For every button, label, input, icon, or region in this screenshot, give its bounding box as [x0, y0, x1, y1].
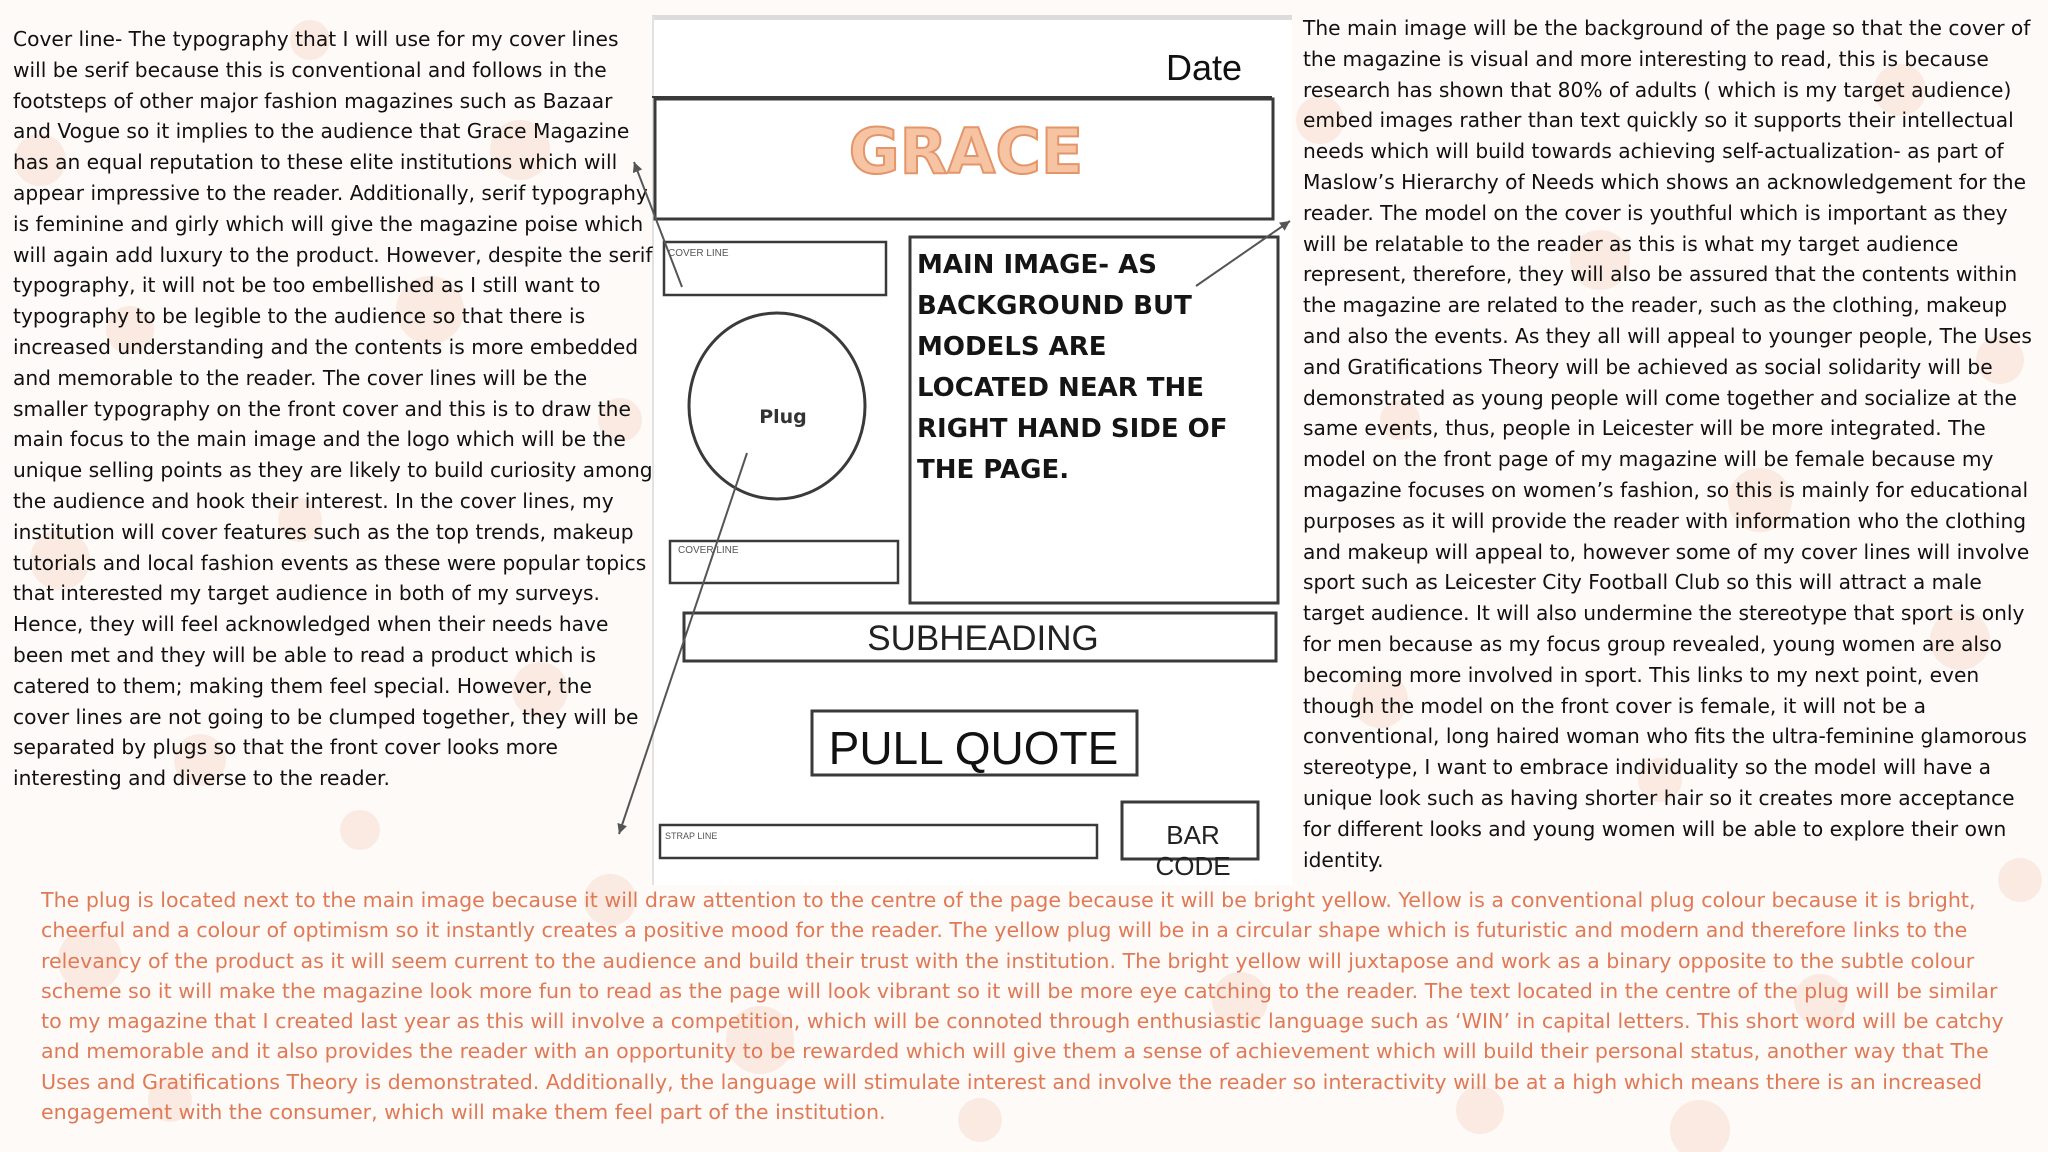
magazine-cover-mockup [652, 15, 1292, 885]
grace-logo: GRACE [848, 115, 1084, 188]
main-image-explanation: The main image will be the background of the page so that the cover of the magazine is visual and more interesting to read, this is because research has shown that 80% of adults ( which is my target audience) embed images rather than text quickly so it supports their intellectual needs which will build towards achieving self-actualization- as part of Maslow’s Hierarchy of Needs which shows an acknowledgement for the reader. The model on the cover is youthful which is important as they will be relatable to the reader as this is what my target audience represent, therefore, they will also be assured that the contents within the magazine are related to the reader, such as the clothing, makeup and also the events. As they all will appeal to younger people, The Uses and Gratifications Theory will be achieved as social solidarity will be demonstrated as young people will come together and socialize at the same events, thus, people in Leicester will be more integrated. The model on the front page of my magazine will be female because my magazine focuses on women’s fashion, so this is mainly for educational purposes as it will provide the reader with information who the clothing and makeup will appeal to, however some of my cover lines will involve sport such as Leicester City Football Club so this will attract a male target audience. It will also undermine the stereotype that sport is only for men because as my focus group revealed, young women are also becoming more involved in sport. This links to my next point, even though the model on the front cover is female, it will not be a conventional, long haired woman who fits the ultra-feminine glamorous stereotype, I want to embrace individuality so the model will have a unique look such as having shorter hair so it creates more acceptance for different looks and young women will be able to explore their own identity. [1303, 16, 2032, 872]
subheading-label: SUBHEADING [867, 619, 1099, 658]
strap-line-label: STRAP LINE [665, 831, 718, 841]
strap-line-box [660, 825, 1097, 858]
date-label: Date [1166, 47, 1243, 88]
plug-label: Plug [759, 406, 807, 428]
main-image-label: MAIN IMAGE- AS BACKGROUND BUT MODELS ARE LOCATED NEAR THE RIGHT HAND SIDE OF THE PAGE. [917, 250, 1228, 485]
plug-explanation: The plug is located next to the main image because it will draw attention to the centre of the page because it will be bright yellow. Yellow is a conventional plug colour because it is bright, cheerful and a colour of optimism so it instantly creates a positive mood for the reader. The yellow plug will be in a circular shape which is futuristic and modern and therefore links to the relevancy of the product as it will seem current to the audience and build their trust with the institution. The bright yellow will juxtapose and work as a binary opposite to the subtle colour scheme so it will make the magazine look more fun to read as the page will look vibrant so it will be more eye catching to the reader. The text located in the centre of the plug will be similar to my magazine that I created last year as this will involve a competition, which will be connoted through enthusiastic language such as ‘WIN’ in capital letters. This short word will be catchy and memorable and it also provides the reader with an opportunity to be rewarded which will give them a sense of achievement which will build their personal status, another way that The Uses and Gratifications Theory is demonstrated. Additionally, the language will stimulate interest and involve the reader so interactivity will be at a high which means there is an increased engagement with the consumer, which will make them feel part of the institution. [41, 888, 2004, 1125]
cover-line-label-2: COVER LINE [678, 545, 739, 556]
pull-quote-label: PULL QUOTE [828, 722, 1119, 774]
cover-line-explanation: Cover line- The typography that I will use for my cover lines will be serif because this is conventional and follows in the footsteps of other major fashion magazines such as Bazaar and Vogue so it implies to the audience that Grace Magazine has an equal reputation to these elite institutions which will appear impressive to the reader. Additionally, serif typography is feminine and girly which will give the magazine poise which will again add luxury to the product. However, despite the serif typography, it will not be too embellished as I still want to typography to be legible to the audience so that there is increased understanding and the contents is more embedded and memorable to the reader. The cover lines will be the smaller typography on the front cover and this is to draw the main focus to the main image and the logo which will be the unique selling points as they are likely to build curiosity among the audience and hook their interest. In the cover lines, my institution will cover features such as the top trends, makeup tutorials and local fashion events as these were popular topics that interested my target audience in both of my surveys. Hence, they will feel acknowledged when their needs have been met and they will be able to read a product which is catered to them; making them feel special. However, the cover lines are not going to be clumped together, they will be separated by plugs so that the front cover looks more interesting and diverse to the reader. [13, 27, 653, 791]
cover-line-label-1: COVER LINE [668, 248, 729, 259]
bar-code-label: BAR CODE [1155, 820, 1231, 881]
